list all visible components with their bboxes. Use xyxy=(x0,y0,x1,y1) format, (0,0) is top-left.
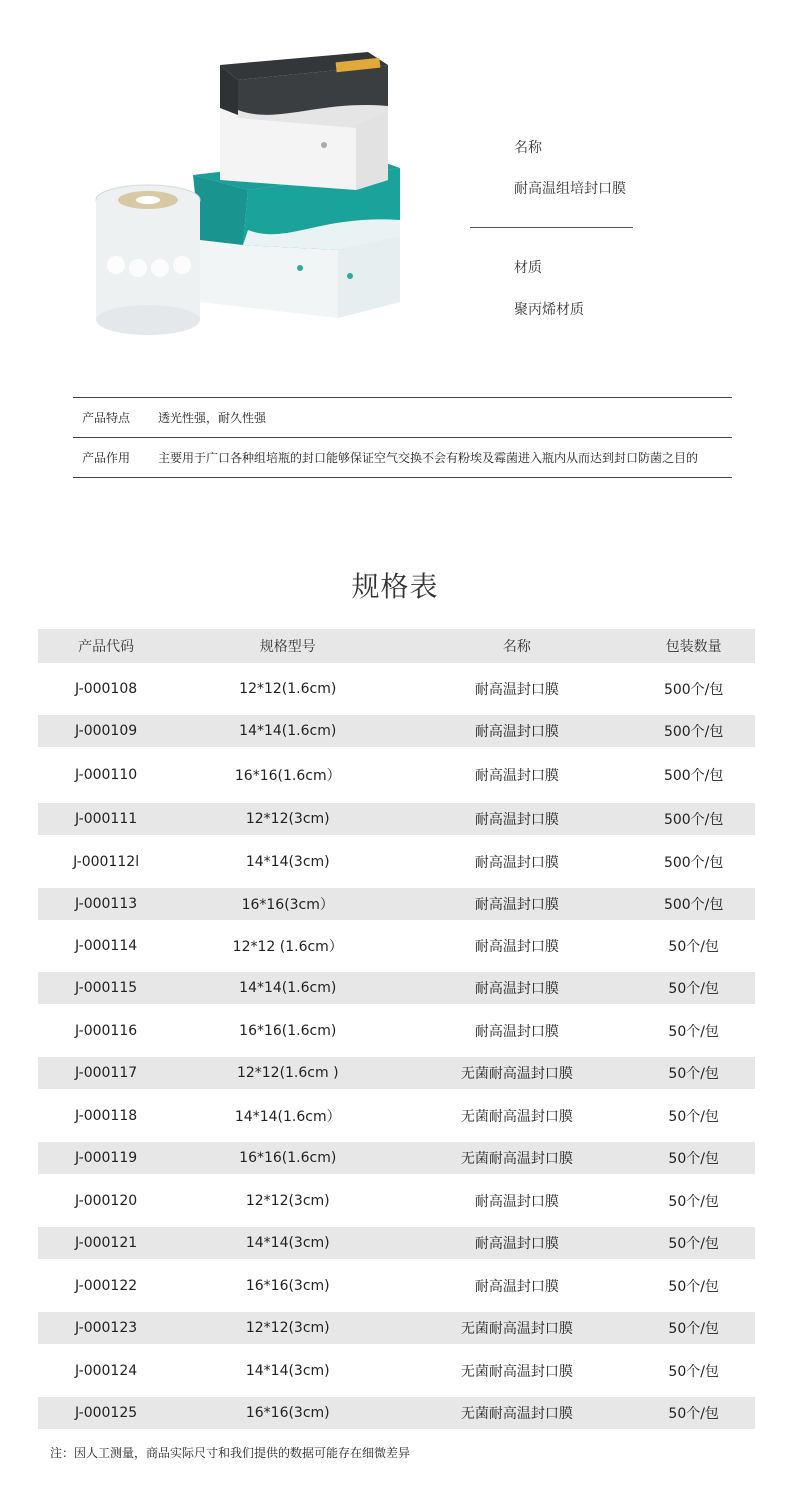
table-row xyxy=(38,747,755,803)
cell-quantity: 500个/包 xyxy=(663,768,724,784)
cell-name: 耐高温封口膜 xyxy=(474,682,559,698)
cell-code: J-000121 xyxy=(38,1227,174,1259)
table-row xyxy=(38,1259,755,1312)
cell-name: 耐高温封口膜 xyxy=(401,1227,632,1259)
footnote: 注：因人工测量，商品实际尺寸和我们提供的数据可能存在细微差异 xyxy=(50,1446,411,1460)
cell-model: 16*16(3cm) xyxy=(245,1277,330,1294)
cell-model: 16*16(1.6cm) xyxy=(174,1142,401,1174)
cell-name: 无菌耐高温封口膜 xyxy=(460,1108,573,1125)
cell-model: 12*12(3cm) xyxy=(174,1312,401,1344)
table-row xyxy=(38,920,755,972)
name-label: 名称 xyxy=(514,140,542,156)
cell-code: J-000123 xyxy=(38,1312,174,1344)
cell-quantity: 500个/包 xyxy=(632,715,755,747)
cell-code: J-000117 xyxy=(38,1057,174,1089)
feature-label: 产品作用 xyxy=(82,451,131,465)
table-row xyxy=(38,1227,755,1259)
cell-quantity: 50个/包 xyxy=(668,1023,719,1040)
cell-quantity: 500个/包 xyxy=(663,682,724,698)
cell-code: J-000124 xyxy=(75,1362,138,1379)
table-row xyxy=(38,1057,755,1089)
cell-model: 16*16(1.6cm） xyxy=(234,768,341,784)
table-row xyxy=(38,715,755,747)
table-row xyxy=(38,803,755,835)
table-row xyxy=(38,1397,755,1429)
feature-label: 产品特点 xyxy=(82,411,131,425)
cell-name: 耐高温封口膜 xyxy=(474,1278,559,1295)
cell-model: 16*16(1.6cm) xyxy=(239,1022,337,1039)
cell-model: 12*12(3cm) xyxy=(174,803,401,835)
spec-table xyxy=(38,629,755,1429)
cell-code: J-000112l xyxy=(73,853,140,870)
cell-code: J-000108 xyxy=(75,681,138,697)
cell-model: 16*16(3cm） xyxy=(174,888,401,920)
material-label: 材质 xyxy=(514,260,542,276)
feature-list xyxy=(73,397,732,478)
table-row xyxy=(38,1174,755,1227)
spec-title: 规格表 xyxy=(351,570,439,603)
cell-model: 14*14(1.6cm) xyxy=(174,715,401,747)
cell-code: J-000122 xyxy=(75,1277,138,1294)
cell-code: J-000118 xyxy=(75,1107,138,1124)
cell-name: 耐高温封口膜 xyxy=(401,715,632,747)
cell-code: J-000113 xyxy=(38,888,174,920)
cell-name: 无菌耐高温封口膜 xyxy=(401,1397,632,1429)
header-name: 名称 xyxy=(401,629,632,663)
cell-quantity: 50个/包 xyxy=(632,1227,755,1259)
cell-quantity: 50个/包 xyxy=(632,1142,755,1174)
header-quantity: 包装数量 xyxy=(632,629,755,663)
cell-model: 14*14(3cm) xyxy=(174,1227,401,1259)
table-row xyxy=(38,835,755,888)
cell-code: J-000116 xyxy=(75,1022,138,1039)
cell-model: 12*12 (1.6cm） xyxy=(232,939,343,955)
cell-name: 耐高温封口膜 xyxy=(401,803,632,835)
table-row xyxy=(38,888,755,920)
cell-name: 耐高温封口膜 xyxy=(401,888,632,920)
cell-quantity: 500个/包 xyxy=(632,888,755,920)
cell-quantity: 50个/包 xyxy=(632,972,755,1004)
feature-row xyxy=(73,398,732,437)
cell-name: 耐高温封口膜 xyxy=(474,854,559,871)
cell-quantity: 50个/包 xyxy=(632,1057,755,1089)
cell-name: 无菌耐高温封口膜 xyxy=(401,1312,632,1344)
header-model: 规格型号 xyxy=(174,629,401,663)
cell-quantity: 50个/包 xyxy=(668,1363,719,1380)
table-row xyxy=(38,972,755,1004)
info-divider xyxy=(470,227,633,228)
cell-name: 无菌耐高温封口膜 xyxy=(460,1363,573,1380)
cell-code: J-000125 xyxy=(38,1397,174,1429)
cell-quantity: 50个/包 xyxy=(668,1278,719,1295)
cell-name: 无菌耐高温封口膜 xyxy=(401,1142,632,1174)
feature-value: 透光性强，耐久性强 xyxy=(158,411,267,425)
cell-code: J-000120 xyxy=(75,1192,138,1209)
table-row xyxy=(38,663,755,715)
cell-model: 16*16(3cm) xyxy=(174,1397,401,1429)
feature-row xyxy=(73,438,732,477)
table-header-row xyxy=(38,629,755,663)
feature-value: 主要用于广口各种组培瓶的封口能够保证空气交换不会有粉埃及霉菌进入瓶内从而达到封口防菌之目的 xyxy=(158,451,699,465)
cell-name: 耐高温封口膜 xyxy=(474,1193,559,1210)
cell-quantity: 50个/包 xyxy=(668,1193,719,1210)
cell-name: 耐高温封口膜 xyxy=(401,972,632,1004)
cell-quantity: 50个/包 xyxy=(632,1312,755,1344)
cell-quantity: 50个/包 xyxy=(668,1108,719,1125)
cell-quantity: 500个/包 xyxy=(663,854,724,871)
cell-model: 12*12(1.6cm) xyxy=(239,681,337,697)
cell-quantity: 50个/包 xyxy=(668,939,719,955)
cell-name: 耐高温封口膜 xyxy=(474,939,559,955)
cell-name: 无菌耐高温封口膜 xyxy=(401,1057,632,1089)
cell-model: 14*14(3cm) xyxy=(245,853,330,870)
cell-name: 耐高温封口膜 xyxy=(474,768,559,784)
name-value: 耐高温组培封口膜 xyxy=(514,181,626,197)
cell-code: J-000115 xyxy=(38,972,174,1004)
cell-model: 14*14(1.6cm） xyxy=(234,1108,341,1125)
cell-model: 14*14(1.6cm) xyxy=(174,972,401,1004)
cell-model: 12*12(1.6cm ) xyxy=(174,1057,401,1089)
cell-code: J-000111 xyxy=(38,803,174,835)
cell-name: 耐高温封口膜 xyxy=(474,1023,559,1040)
table-row xyxy=(38,1312,755,1344)
table-row xyxy=(38,1344,755,1397)
header-code: 产品代码 xyxy=(38,629,174,663)
cell-quantity: 500个/包 xyxy=(632,803,755,835)
cell-model: 12*12(3cm) xyxy=(245,1192,330,1209)
material-value: 聚丙烯材质 xyxy=(514,302,584,318)
table-row xyxy=(38,1089,755,1142)
cell-model: 14*14(3cm) xyxy=(245,1362,330,1379)
product-hero xyxy=(0,0,790,360)
cell-code: J-000109 xyxy=(38,715,174,747)
cell-code: J-000114 xyxy=(75,938,138,954)
table-row xyxy=(38,1142,755,1174)
cell-code: J-000110 xyxy=(75,767,138,783)
cell-quantity: 50个/包 xyxy=(632,1397,755,1429)
product-image xyxy=(88,40,408,340)
table-row xyxy=(38,1004,755,1057)
cell-code: J-000119 xyxy=(38,1142,174,1174)
